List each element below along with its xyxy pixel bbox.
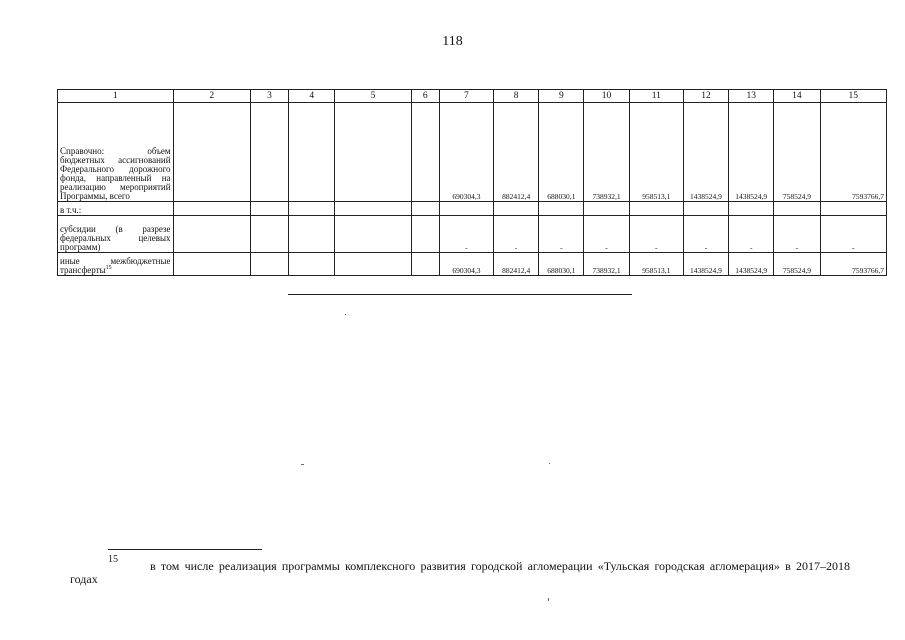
value-cell: 1438524,9 xyxy=(729,103,774,202)
table-row-including xyxy=(58,202,887,216)
header-cell: 9 xyxy=(539,90,584,103)
value-cell: 690304,3 xyxy=(439,253,493,276)
value-cell: 758524,9 xyxy=(774,103,820,202)
header-cell: 11 xyxy=(629,90,683,103)
empty-cell xyxy=(439,202,493,216)
scan-speck xyxy=(549,463,550,464)
empty-cell xyxy=(173,202,250,216)
empty-cell xyxy=(250,103,288,202)
value-cell: 1438524,9 xyxy=(683,253,728,276)
page-number: 118 xyxy=(442,34,463,49)
footnote-number: 15 xyxy=(108,554,118,565)
empty-cell xyxy=(173,103,250,202)
empty-cell xyxy=(335,103,411,202)
table-row-subsidies xyxy=(58,216,887,253)
value-cell: 7593766,7 xyxy=(820,103,886,202)
header-cell: 1 xyxy=(58,90,174,103)
empty-cell xyxy=(289,103,335,202)
empty-cell xyxy=(729,202,774,216)
table-row-transfers xyxy=(58,253,887,276)
header-cell: 8 xyxy=(494,90,539,103)
value-cell: - xyxy=(629,216,683,253)
value-cell: 758524,9 xyxy=(774,253,820,276)
value-cell: 882412,4 xyxy=(494,103,539,202)
value-cell: - xyxy=(729,216,774,253)
value-cell: - xyxy=(494,216,539,253)
value-cell: 688030,1 xyxy=(539,253,584,276)
table-header-row xyxy=(58,90,887,103)
value-cell: - xyxy=(439,216,493,253)
table-row-road-fund-total xyxy=(58,103,887,202)
value-cell: 7593766,7 xyxy=(820,253,886,276)
empty-cell xyxy=(173,216,250,253)
value-cell: 882412,4 xyxy=(494,253,539,276)
header-cell: 15 xyxy=(820,90,886,103)
empty-cell xyxy=(629,202,683,216)
empty-cell xyxy=(289,202,335,216)
empty-cell xyxy=(289,253,335,276)
empty-cell xyxy=(335,202,411,216)
header-cell: 10 xyxy=(584,90,629,103)
footnote-rule xyxy=(108,549,262,550)
header-cell: 6 xyxy=(411,90,439,103)
row-label: субсидии (в разрезе федеральных целевых программ) xyxy=(58,216,174,253)
value-cell: 738932,1 xyxy=(584,253,629,276)
row-label: в т.ч.: xyxy=(58,202,174,216)
scan-speck xyxy=(548,598,549,601)
section-divider xyxy=(288,294,632,295)
empty-cell xyxy=(411,216,439,253)
value-cell: 688030,1 xyxy=(539,103,584,202)
header-cell: 2 xyxy=(173,90,250,103)
footnote-ref: 15 xyxy=(105,265,112,271)
value-cell: - xyxy=(683,216,728,253)
value-cell: 958513,1 xyxy=(629,253,683,276)
budget-table xyxy=(57,89,887,276)
header-cell: 14 xyxy=(774,90,820,103)
empty-cell xyxy=(820,202,886,216)
empty-cell xyxy=(250,216,288,253)
header-cell: 5 xyxy=(335,90,411,103)
empty-cell xyxy=(335,216,411,253)
header-cell: 3 xyxy=(250,90,288,103)
value-cell: 958513,1 xyxy=(629,103,683,202)
empty-cell xyxy=(411,202,439,216)
header-cell: 7 xyxy=(439,90,493,103)
row-label xyxy=(58,253,174,276)
empty-cell xyxy=(539,202,584,216)
value-cell: - xyxy=(774,216,820,253)
scan-speck xyxy=(345,314,346,315)
value-cell: - xyxy=(539,216,584,253)
empty-cell xyxy=(683,202,728,216)
value-cell: - xyxy=(584,216,629,253)
footnote-text: в том числе реализация программы комплексного развития городской агломерации «Тульская городская агломерация» в 2017–2018 годах xyxy=(70,559,850,586)
empty-cell xyxy=(289,216,335,253)
value-cell: 1438524,9 xyxy=(683,103,728,202)
empty-cell xyxy=(250,253,288,276)
empty-cell xyxy=(411,103,439,202)
empty-cell xyxy=(250,202,288,216)
row-label-text: иные межбюджетные трансферты xyxy=(60,256,171,275)
empty-cell xyxy=(335,253,411,276)
header-cell: 13 xyxy=(729,90,774,103)
empty-cell xyxy=(173,253,250,276)
value-cell: 1438524,9 xyxy=(729,253,774,276)
scan-speck xyxy=(301,464,304,465)
empty-cell xyxy=(494,202,539,216)
header-cell: 12 xyxy=(683,90,728,103)
empty-cell xyxy=(411,253,439,276)
empty-cell xyxy=(774,202,820,216)
value-cell: 690304,3 xyxy=(439,103,493,202)
value-cell: 738932,1 xyxy=(584,103,629,202)
row-label: Справочно: объем бюджетных ассигнований Федерального дорожного фонда, направленный на реализацию мероприятий Программы, всего xyxy=(58,103,174,202)
header-cell: 4 xyxy=(289,90,335,103)
value-cell: - xyxy=(820,216,886,253)
empty-cell xyxy=(584,202,629,216)
